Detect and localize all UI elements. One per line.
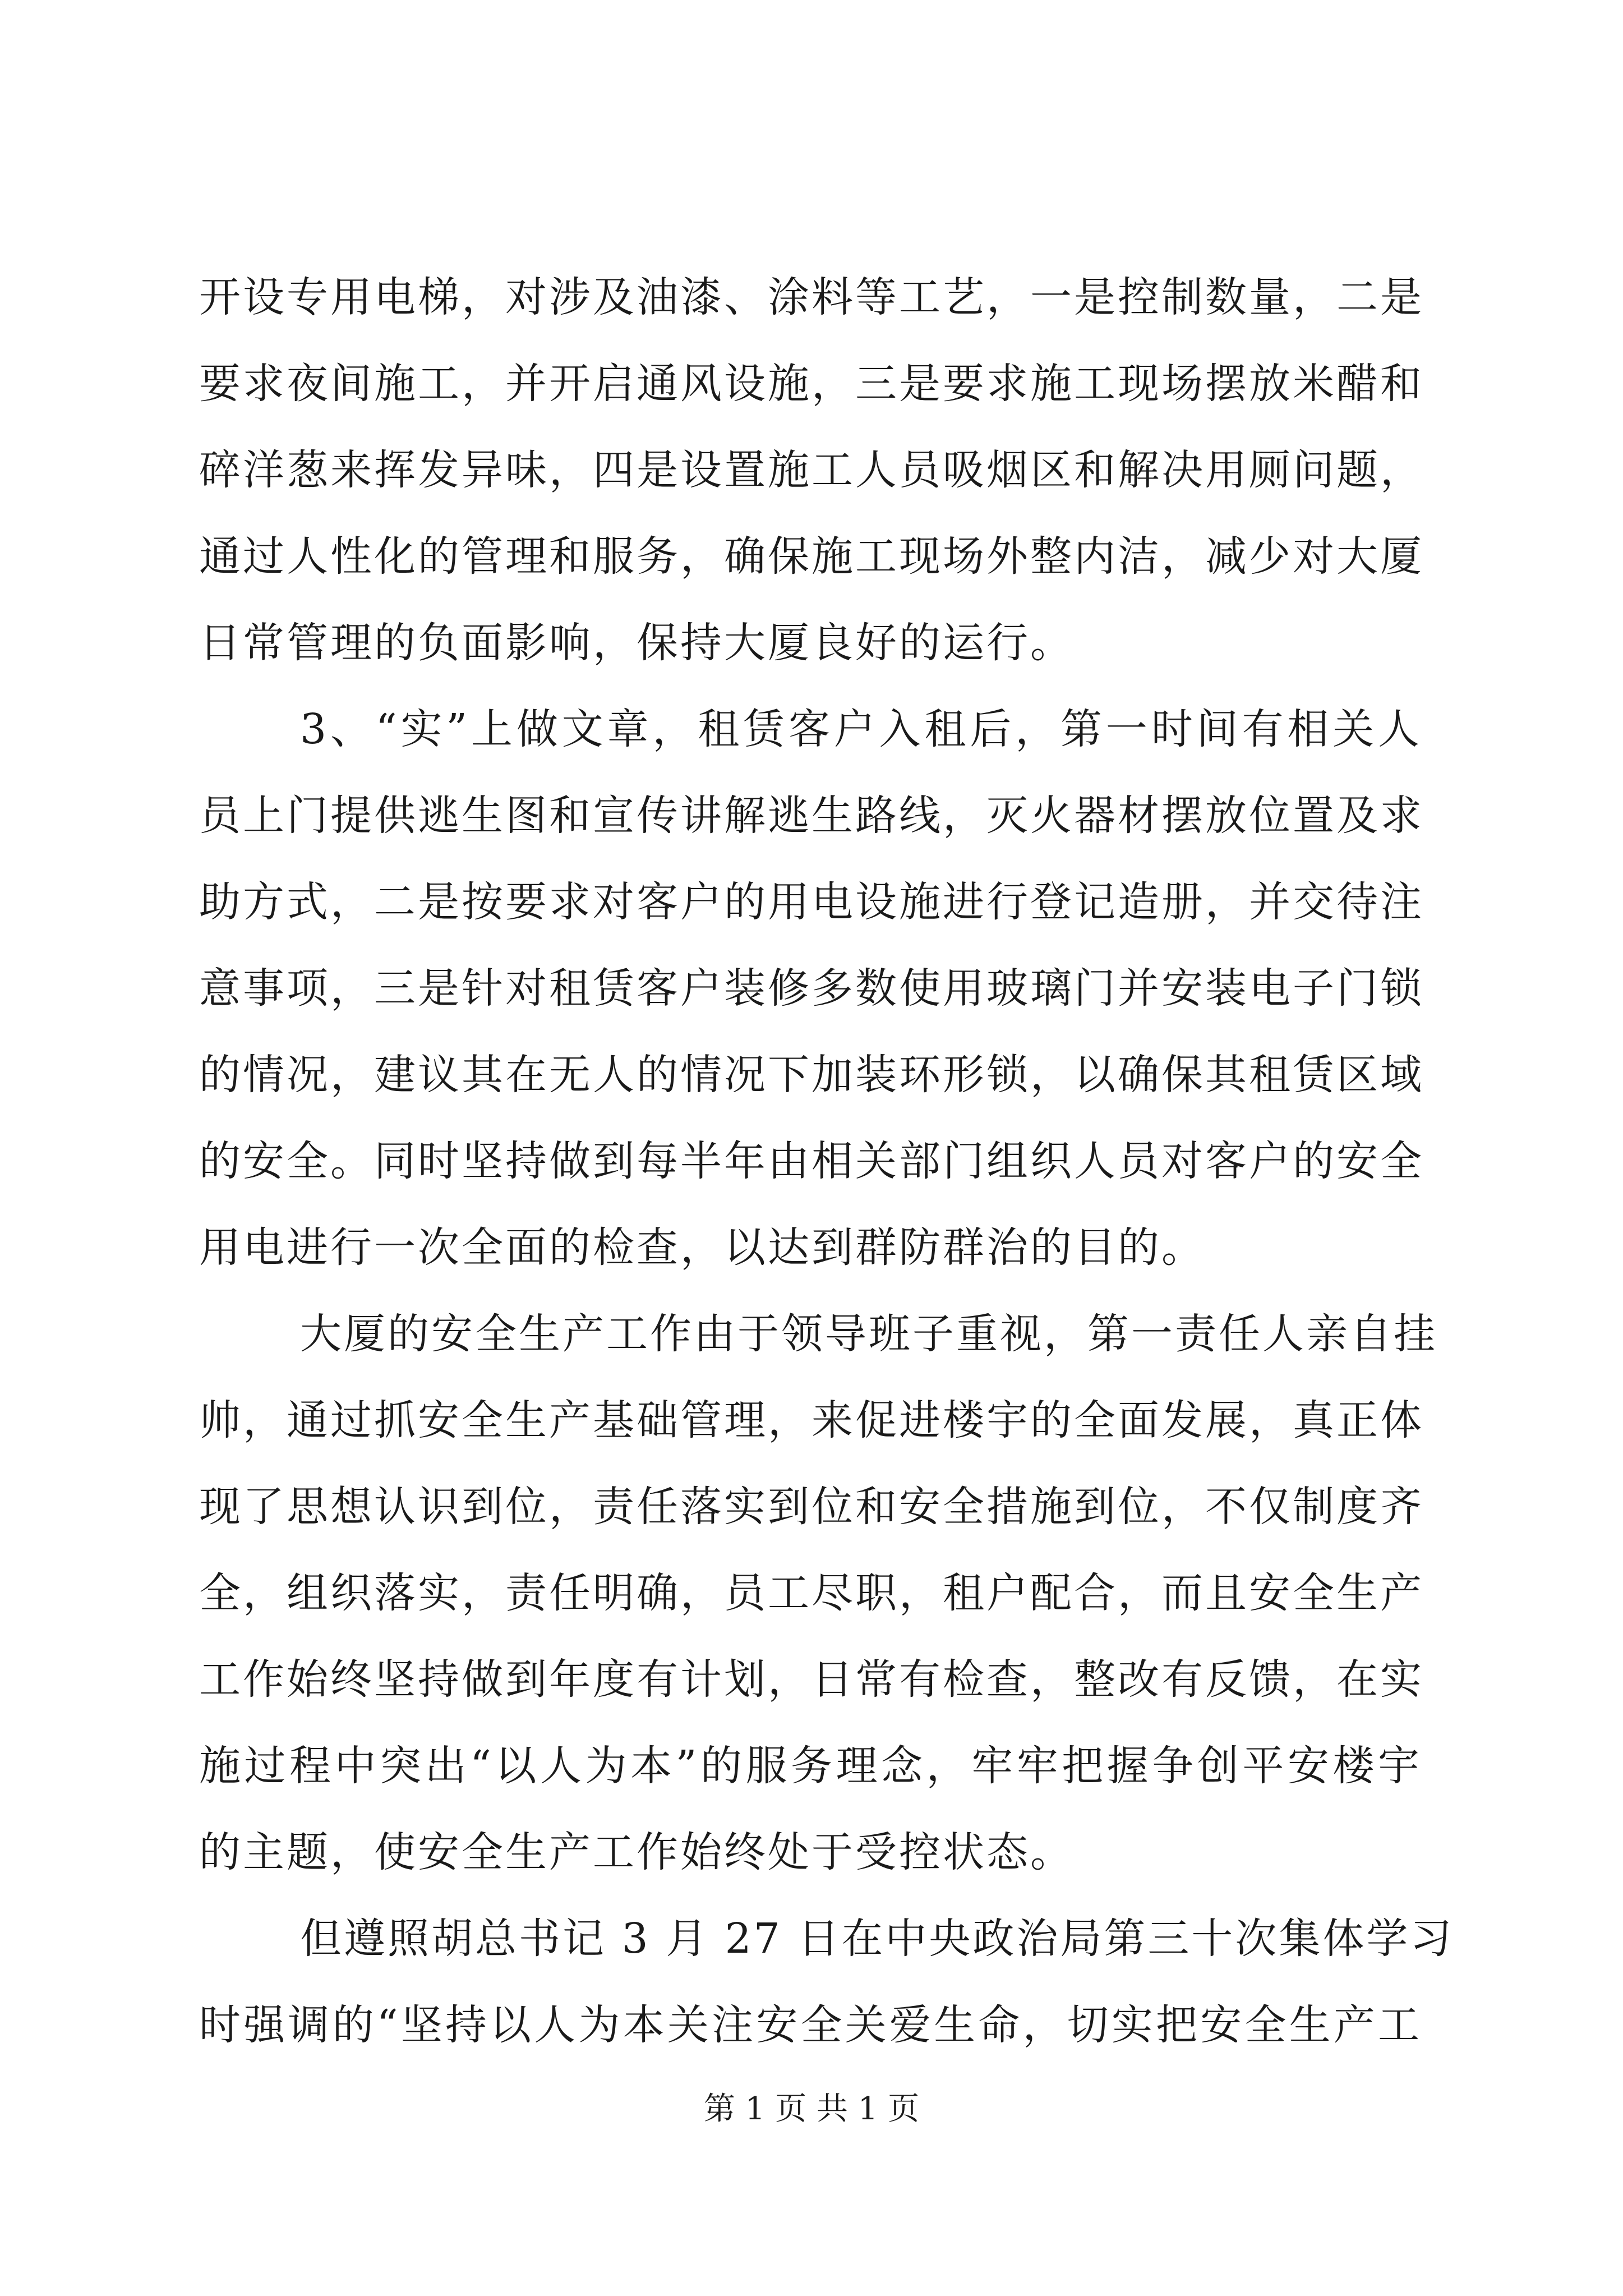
text-line: 碎洋葱来挥发异味，四是设置施工人员吸烟区和解决用厕问题， [199,446,1424,494]
text-line: 大厦的安全生产工作由于领导班子重视，第一责任人亲自挂 [300,1310,1437,1358]
text-line: 但遵照胡总书记 3 月 27 日在中央政治局第三十次集体学习 [300,1915,1454,1963]
text-line: 用电进行一次全面的检查，以达到群防群治的目的。 [199,1223,1205,1272]
text-line: 3、“实”上做文章，租赁客户入租后，第一时间有相关人 [300,705,1422,753]
text-line: 员上门提供逃生图和宣传讲解逃生路线，灭火器材摆放位置及求 [199,792,1424,840]
text-line: 施过程中突出“以人为本”的服务理念，牢牢把握争创平安楼宇 [199,1742,1422,1790]
text-line: 时强调的“坚持以人为本关注安全关爱生命，切实把安全生产工 [199,2001,1422,2049]
text-line: 开设专用电梯，对涉及油漆、涂料等工艺，一是控制数量，二是 [199,273,1424,321]
text-line: 工作始终坚持做到年度有计划，日常有检查，整改有反馈，在实 [199,1655,1424,1704]
text-line: 的主题，使安全生产工作始终处于受控状态。 [199,1828,1074,1876]
page-footer: 第 1 页 共 1 页 [703,2091,920,2127]
text-line: 现了思想认识到位，责任落实到位和安全措施到位，不仅制度齐 [199,1483,1424,1531]
text-line: 全，组织落实，责任明确，员工尽职，租户配合，而且安全生产 [199,1569,1424,1617]
text-line: 通过人性化的管理和服务，确保施工现场外整内洁，减少对大厦 [199,532,1424,581]
text-line: 助方式，二是按要求对客户的用电设施进行登记造册，并交待注 [199,878,1424,926]
text-line: 的安全。同时坚持做到每半年由相关部门组织人员对客户的安全 [199,1137,1424,1185]
text-line: 要求夜间施工，并开启通风设施，三是要求施工现场摆放米醋和 [199,360,1424,408]
text-line: 的情况，建议其在无人的情况下加装环形锁，以确保其租赁区域 [199,1051,1424,1099]
text-line: 帅，通过抓安全生产基础管理，来促进楼宇的全面发展，真正体 [199,1396,1424,1444]
text-line: 日常管理的负面影响，保持大厦良好的运行。 [199,619,1074,667]
text-line: 意事项，三是针对租赁客户装修多数使用玻璃门并安装电子门锁 [199,964,1424,1013]
